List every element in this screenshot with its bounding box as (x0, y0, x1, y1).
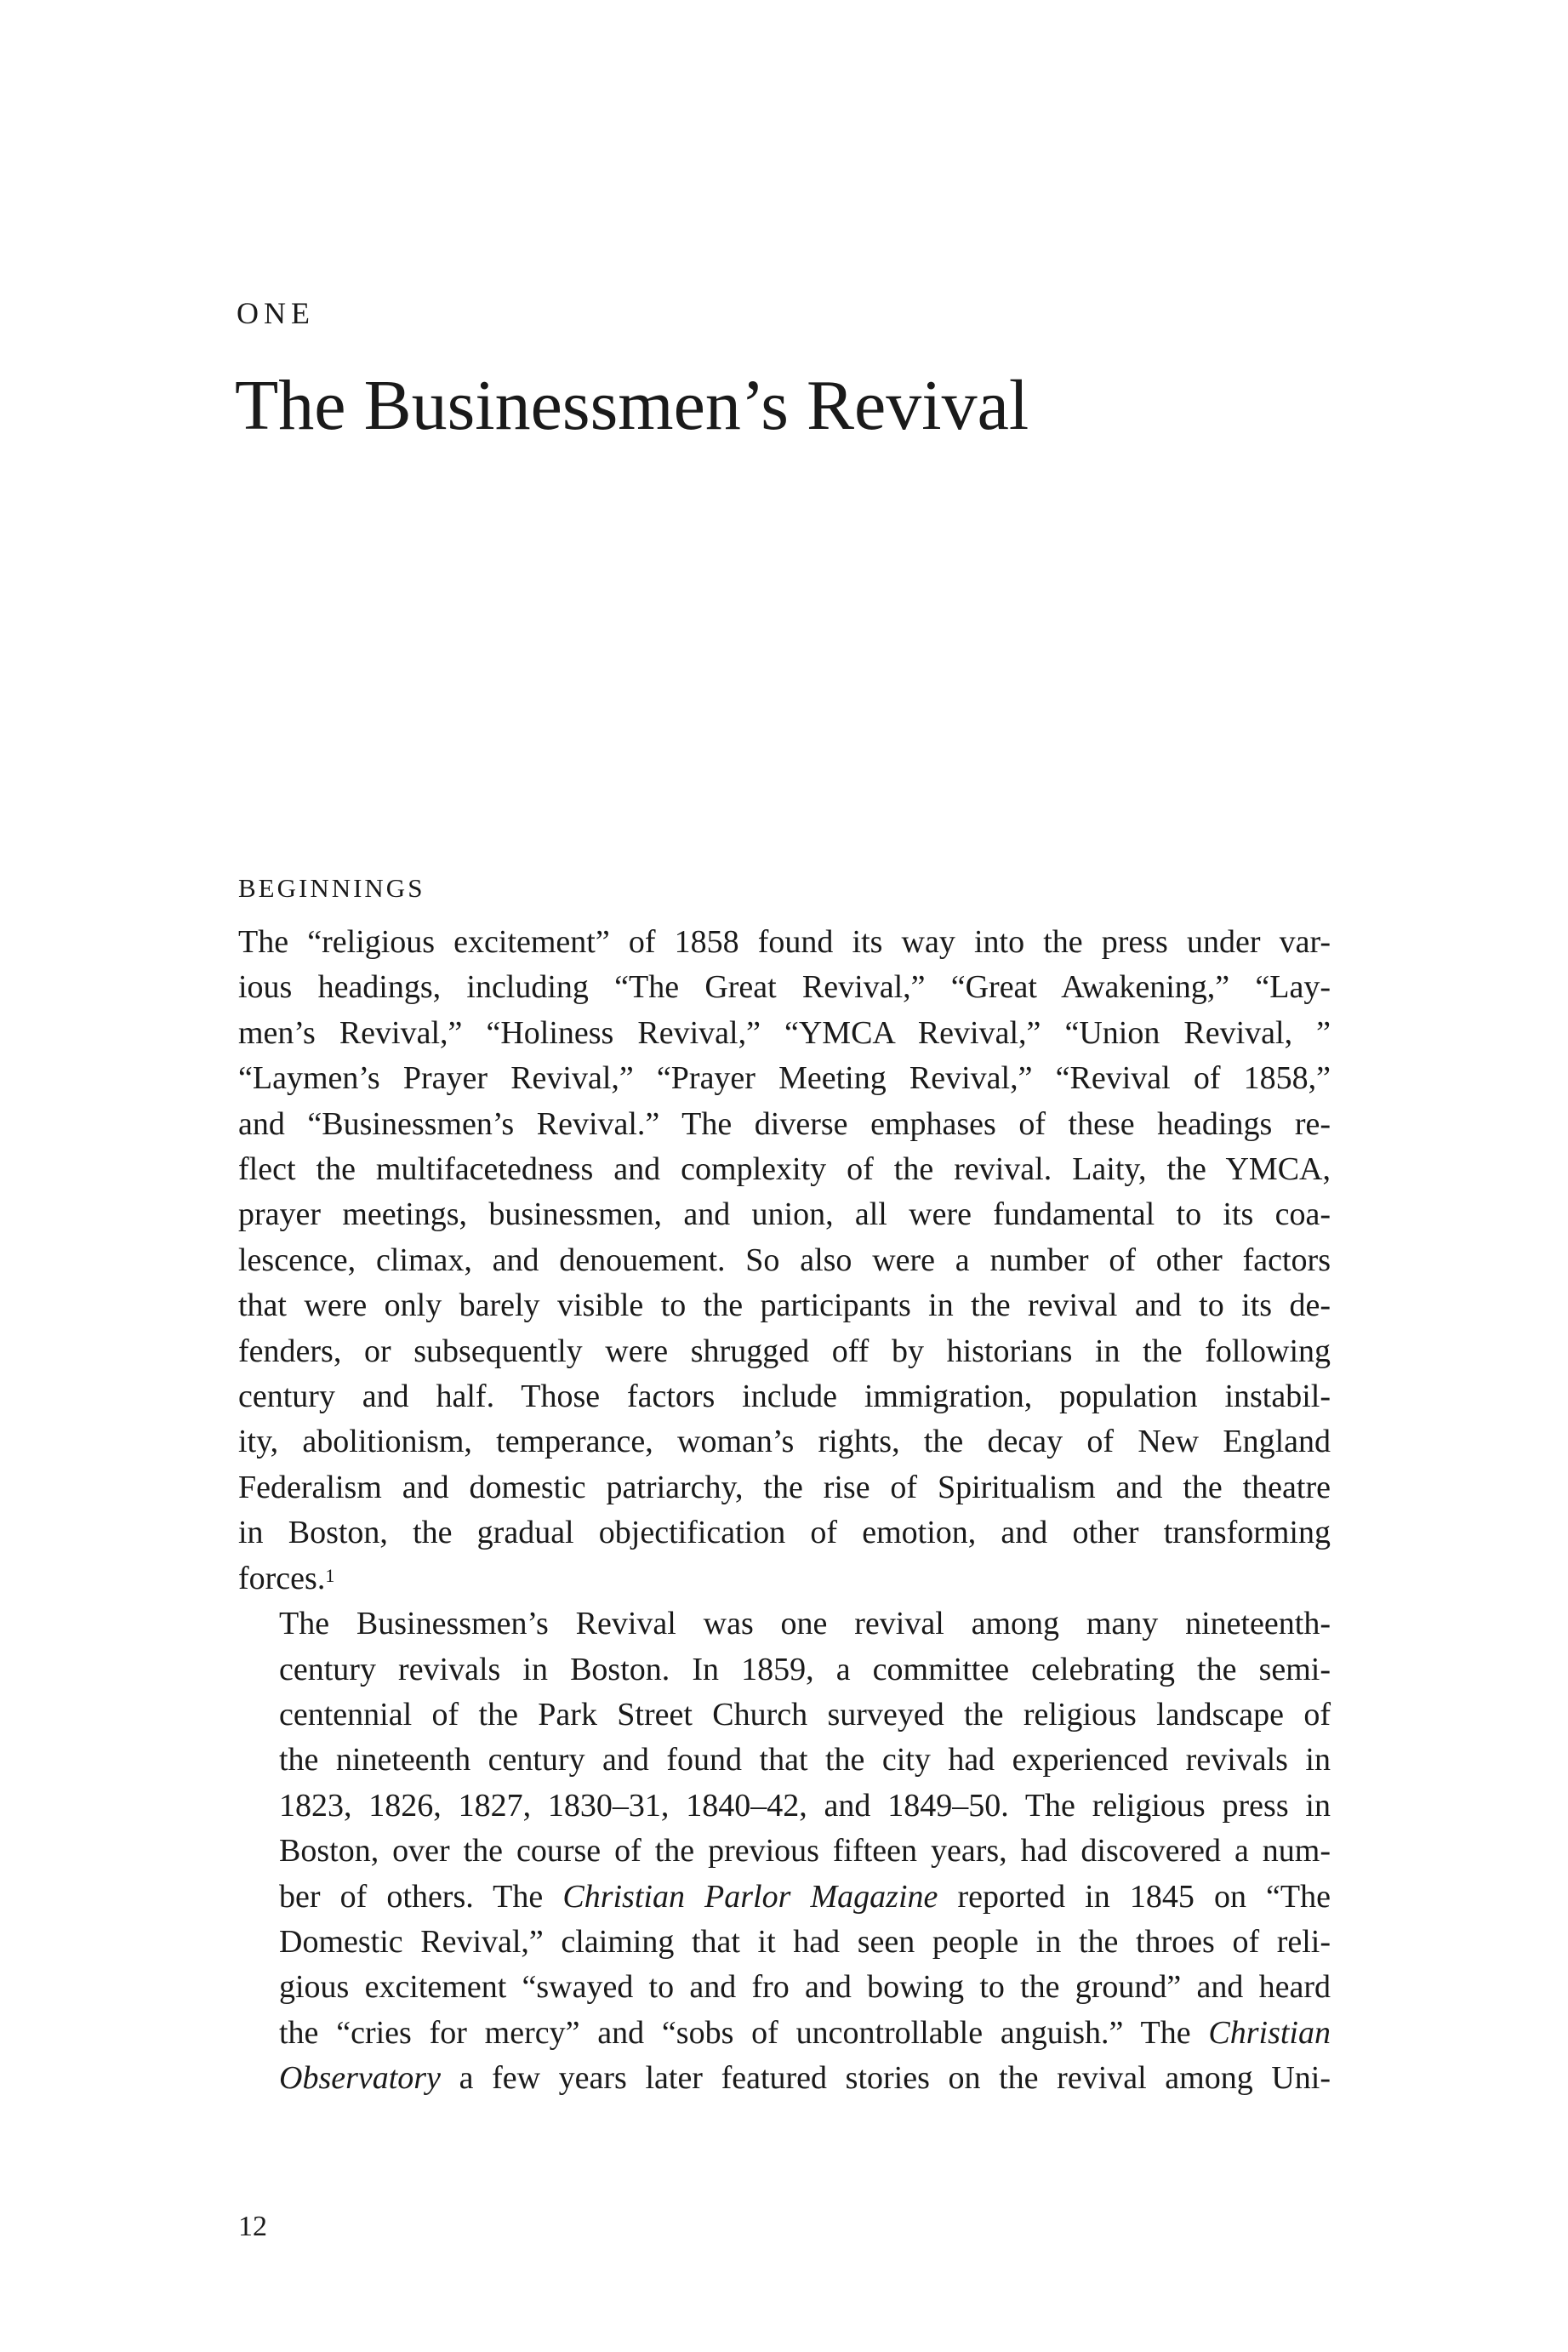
text-line: 1823, 1826, 1827, 1830–31, 1840–42, and 1849–50. The religious press in (279, 1787, 1331, 1824)
text-line: prayer meetings, businessmen, and union, all were fundamental to its coa- (238, 1196, 1331, 1233)
footnote-marker[interactable]: 1 (325, 1564, 335, 1586)
text-line: Federalism and domestic patriarchy, the rise of Spiritualism and the theatre (238, 1469, 1331, 1505)
text-line: century revivals in Boston. In 1859, a committee celebrating the semi- (279, 1651, 1331, 1687)
text-line: gious excitement “swayed to and fro and bowing to the ground” and heard (279, 1969, 1331, 2006)
text-line: and “Businessmen’s Revival.” The diverse emphases of these headings re- (238, 1105, 1331, 1142)
italic-title: Observatory (279, 2060, 441, 2097)
text-line: that were only barely visible to the participants in the revival and to its de- (238, 1287, 1331, 1324)
text-fragment: ber of others. The (279, 1878, 563, 1915)
text-line (238, 2056, 1331, 2101)
text-line: The “religious excitement” of 1858 found its way into the press under var- (238, 924, 1331, 960)
italic-title: Christian (1208, 2014, 1331, 2051)
text-line: Domestic Revival,” claiming that it had seen people in the throes of reli- (279, 1923, 1331, 1960)
text-line (238, 1875, 1331, 1920)
text-fragment: the “cries for mercy” and “sobs of uncontrollable anguish.” The (279, 2014, 1209, 2051)
chapter-title: The Businessmen’s Revival (235, 366, 1029, 445)
text-line: centennial of the Park Street Church surveyed the religious landscape of (279, 1696, 1331, 1733)
paragraph-2 (238, 1601, 1331, 2101)
italic-title: Christian Parlor Magazine (562, 1878, 938, 1915)
text-line (238, 2011, 1331, 2056)
text-line: flect the multifacetedness and complexity of the revival. Laity, the YMCA, (238, 1151, 1331, 1188)
text-line-last (238, 1556, 1331, 1601)
text-line: ity, abolitionism, temperance, woman’s rights, the decay of New England (238, 1424, 1331, 1460)
text-line: The Businessmen’s Revival was one revival among many nineteenth- (279, 1606, 1331, 1642)
body-text (238, 920, 1331, 2102)
text-line: ious headings, including “The Great Revival,” “Great Awakening,” “Lay- (238, 969, 1331, 1006)
section-heading: BEGINNINGS (238, 873, 425, 903)
text-line: in Boston, the gradual objectification of emotion, and other transforming (238, 1515, 1331, 1551)
page-number: 12 (238, 2211, 267, 2242)
chapter-number: ONE (237, 296, 315, 330)
text-fragment: a few years later featured stories on the revival among Uni- (440, 2060, 1331, 2097)
paragraph-1 (238, 920, 1331, 1601)
text-line: “Laymen’s Prayer Revival,” “Prayer Meeting Revival,” “Revival of 1858,” (238, 1060, 1331, 1097)
text-fragment: forces. (238, 1560, 326, 1596)
text-line: century and half. Those factors include immigration, population instabil- (238, 1379, 1331, 1415)
text-line: men’s Revival,” “Holiness Revival,” “YMCA Revival,” “Union Revival, ” (238, 1014, 1331, 1051)
text-line: lescence, climax, and denouement. So also were a number of other factors (238, 1242, 1331, 1278)
text-fragment: reported in 1845 on “The (938, 1878, 1331, 1915)
text-line: the nineteenth century and found that the city had experienced revivals in (279, 1742, 1331, 1778)
text-line: Boston, over the course of the previous fifteen years, had discovered a num- (279, 1833, 1331, 1870)
text-line: fenders, or subsequently were shrugged off by historians in the following (238, 1333, 1331, 1369)
